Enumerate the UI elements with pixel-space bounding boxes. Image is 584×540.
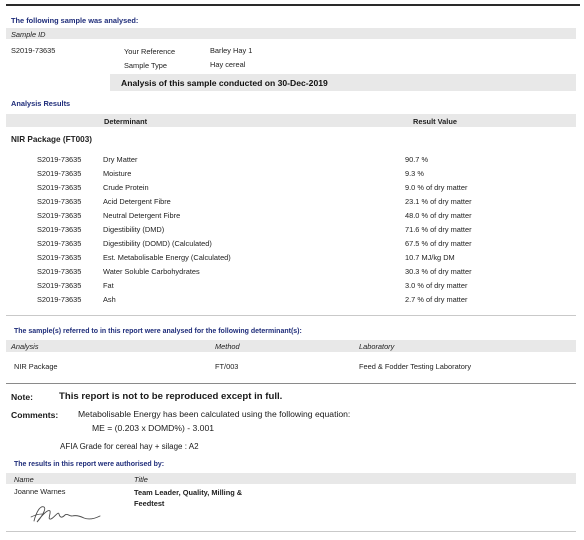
row-sample-id: S2019-73635 (37, 239, 82, 248)
results-bottom-rule (6, 315, 576, 316)
table-row (0, 169, 584, 183)
row-sample-id: S2019-73635 (37, 295, 82, 304)
authorised-heading: The results in this report were authorised by: (14, 461, 165, 468)
table-row (0, 281, 584, 295)
title-column-header: Title (134, 475, 148, 484)
table-row (0, 225, 584, 239)
methods-header-band (6, 340, 576, 352)
laboratory-value: Feed & Fodder Testing Laboratory (359, 362, 472, 371)
row-determinant: Neutral Detergent Fibre (103, 211, 181, 220)
row-determinant: Dry Matter (103, 155, 138, 164)
comments-label: Comments: (11, 410, 59, 420)
row-determinant: Water Soluble Carbohydrates (103, 267, 200, 276)
table-row (0, 211, 584, 225)
row-determinant: Est. Metabolisable Energy (Calculated) (103, 253, 231, 262)
sample-type-value: Hay cereal (210, 60, 246, 69)
row-determinant: Digestibility (DMD) (103, 225, 165, 234)
reference-label: Your Reference (124, 47, 176, 56)
row-determinant: Ash (103, 295, 116, 304)
row-determinant: Fat (103, 281, 114, 290)
sample-id-value: S2019-73635 (11, 46, 56, 55)
row-result: 90.7 % (405, 155, 429, 164)
sample-id-band (6, 28, 576, 39)
signature-image (28, 501, 106, 527)
table-row (0, 155, 584, 169)
analysis-date-banner: Analysis of this sample conducted on 30-Dec-2019 (121, 78, 328, 88)
comments-text: Metabolisable Energy has been calculated using the following equation: (78, 409, 351, 419)
row-result: 67.5 % of dry matter (405, 239, 472, 248)
sample-id-label: Sample ID (11, 30, 46, 39)
row-result: 23.1 % of dry matter (405, 197, 472, 206)
result-value-header: Result Value (413, 117, 457, 126)
table-row (0, 295, 584, 309)
row-sample-id: S2019-73635 (37, 267, 82, 276)
table-row (0, 267, 584, 281)
row-result: 71.6 % of dry matter (405, 225, 472, 234)
row-determinant: Acid Detergent Fibre (103, 197, 171, 206)
method-column-header: Method (215, 342, 240, 351)
authorised-header-band (6, 473, 576, 484)
reference-value: Barley Hay 1 (210, 46, 253, 55)
results-heading: Analysis Results (11, 99, 71, 108)
sample-heading: The following sample was analysed: (11, 16, 139, 25)
row-sample-id: S2019-73635 (37, 253, 82, 262)
top-rule (6, 4, 580, 6)
page-bottom-rule (6, 531, 576, 532)
row-result: 9.3 % (405, 169, 424, 178)
package-title: NIR Package (FT003) (11, 135, 92, 144)
authoriser-title-line1: Team Leader, Quality, Milling & (134, 488, 243, 497)
row-sample-id: S2019-73635 (37, 225, 82, 234)
note-text: This report is not to be reproduced except in full. (59, 391, 283, 402)
method-analysis-value: NIR Package (14, 362, 58, 371)
sample-type-label: Sample Type (124, 61, 168, 70)
afia-grade: AFIA Grade for cereal hay + silage : A2 (60, 442, 199, 451)
row-result: 10.7 MJ/kg DM (405, 253, 455, 262)
laboratory-column-header: Laboratory (359, 342, 395, 351)
row-sample-id: S2019-73635 (37, 183, 82, 192)
row-result: 30.3 % of dry matter (405, 267, 472, 276)
methods-heading: The sample(s) referred to in this report were analysed for the following determinant(s): (14, 328, 302, 335)
row-result: 3.0 % of dry matter (405, 281, 468, 290)
determinant-header: Determinant (104, 117, 148, 126)
me-equation: ME = (0.203 x DOMD%) - 3.001 (92, 423, 215, 433)
table-row (0, 239, 584, 253)
name-column-header: Name (14, 475, 34, 484)
analysis-column-header: Analysis (11, 342, 39, 351)
results-header-band (6, 114, 576, 127)
authoriser-name: Joanne Warnes (14, 487, 66, 496)
row-result: 9.0 % of dry matter (405, 183, 468, 192)
table-row (0, 197, 584, 211)
row-result: 2.7 % of dry matter (405, 295, 468, 304)
row-sample-id: S2019-73635 (37, 197, 82, 206)
row-sample-id: S2019-73635 (37, 211, 82, 220)
row-determinant: Digestibility (DOMD) (Calculated) (103, 239, 212, 248)
method-code-value: FT/003 (215, 362, 239, 371)
table-row (0, 183, 584, 197)
note-label: Note: (11, 392, 33, 402)
row-sample-id: S2019-73635 (37, 281, 82, 290)
methods-bottom-rule (6, 383, 576, 384)
authoriser-title-line2: Feedtest (134, 499, 165, 508)
row-determinant: Crude Protein (103, 183, 149, 192)
table-row (0, 253, 584, 267)
row-sample-id: S2019-73635 (37, 169, 82, 178)
row-sample-id: S2019-73635 (37, 155, 82, 164)
row-result: 48.0 % of dry matter (405, 211, 472, 220)
row-determinant: Moisture (103, 169, 132, 178)
